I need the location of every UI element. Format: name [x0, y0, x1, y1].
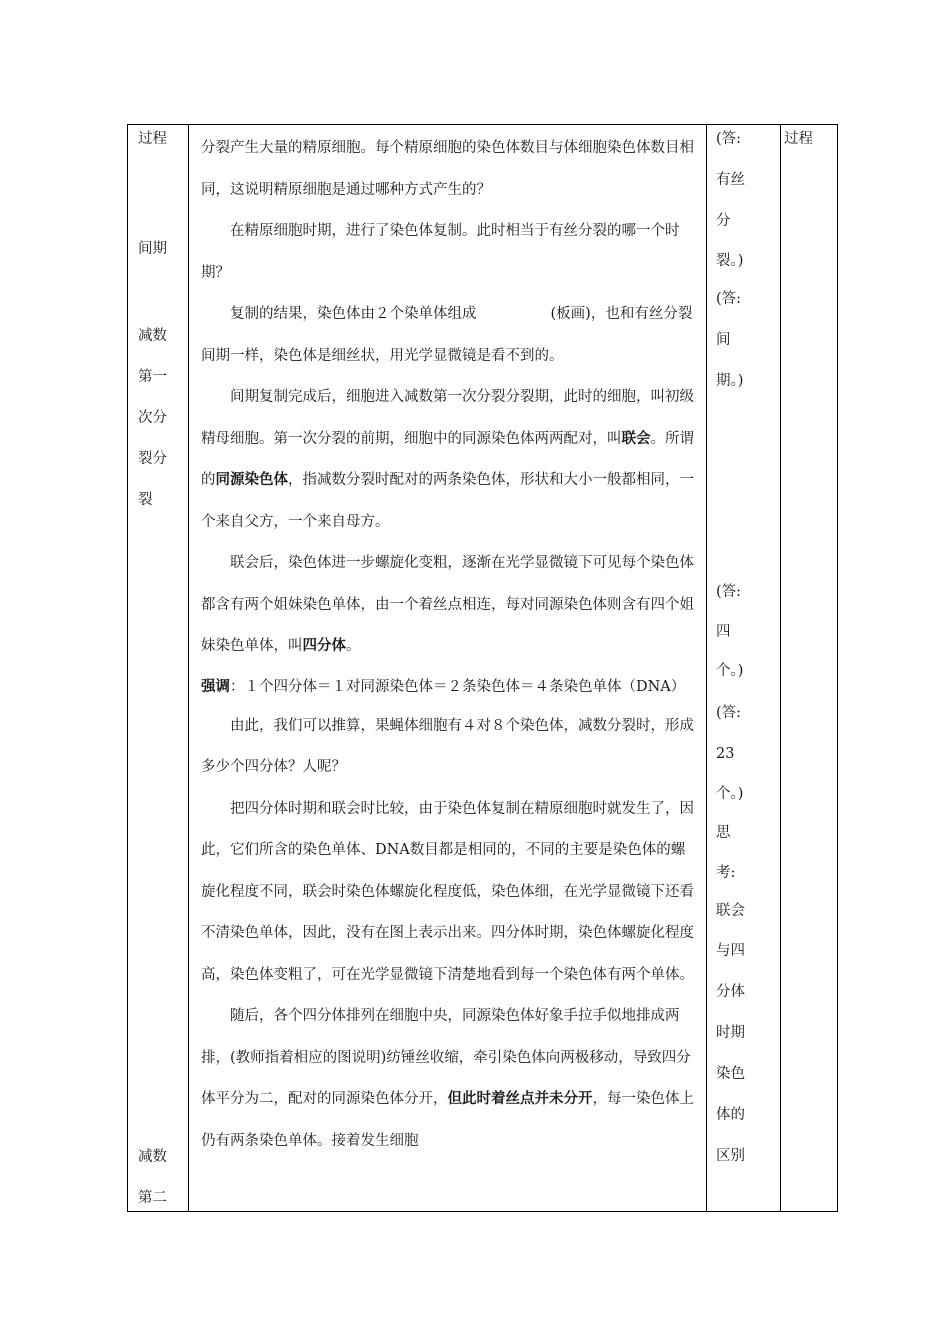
answer-line: 期。): [716, 373, 744, 389]
paragraph: 间期复制完成后，细胞进入减数第一次分裂分裂期，此时的细胞，叫初级精母细胞。第一次分裂的前期，细胞中的同源染色体两两配对，叫联会。所谓的同源染色体，指减数分裂时配对的两条染色体，形状和大小一般都相同，一个来自父方，一个来自母方。: [201, 389, 694, 530]
stage-label: 裂分: [138, 451, 167, 467]
term-synapsis: 联会: [621, 430, 651, 447]
answer-line: 裂。): [716, 253, 744, 269]
stage-label: 过程: [784, 131, 813, 147]
stage-label: 间期: [138, 241, 167, 257]
paragraph: 分裂产生大量的精原细胞。每个精原细胞的染色体数目与体细胞染色体数目相同，这说明精原细胞是通过哪种方式产生的？: [201, 140, 694, 198]
stage-label: 第一: [138, 369, 167, 385]
paragraph: 把四分体时期和联会时比较，由于染色体复制在精原细胞时就发生了，因此，它们所含的染色单体、DNA数目都是相同的，不同的主要是染色体的螺旋化程度不同，联会时染色体螺旋化程度低，染色体细，在光学显微镜下还看不清染色单体，因此，没有在图上表示出来。四分体时期，染色体螺旋化程度高，染色体变粗了，可在光学显微镜下清楚地看到每一个染色体有两个单体。: [201, 800, 694, 983]
answer-line: 分: [716, 213, 731, 229]
stage-label: 减数: [138, 1149, 167, 1165]
answer-line: (答:: [716, 584, 742, 600]
answer-line: 体的: [716, 1107, 745, 1123]
term-tetrad: 四分体: [302, 638, 346, 654]
term-homologous-chromosome: 同源染色体: [215, 472, 288, 488]
teaching-content: [189, 125, 706, 1211]
answer-line: 有丝: [716, 172, 745, 188]
emphasis-paragraph: 强调：１个四分体＝１对同源染色体＝２条染色体＝４条染色单体（DNA）: [201, 678, 686, 695]
answer-line: 染色: [716, 1066, 745, 1082]
answer-line: (答:: [716, 131, 742, 147]
paragraph: 随后，各个四分体排列在细胞中央，同源染色体好象手拉手似地排成两排，(教师指着相应的图说明)纺锤丝收缩，牵引染色体向两极移动，导致四分体平分为二，配对的同源染色体分开，但此时着丝点并未分开，每一染色体上仍有两条染色单体。接着发生细胞: [201, 1008, 694, 1149]
answer-line: 个。): [716, 663, 744, 679]
answer-line: 个。): [716, 786, 744, 802]
answer-column: [707, 125, 780, 1211]
answer-line: 思: [716, 825, 731, 841]
answer-line: (答:: [716, 291, 742, 307]
emphasis-centromere: 但此时着丝点并未分开: [447, 1091, 593, 1107]
emphasis-label: 强调: [201, 678, 230, 695]
stage-label: 裂: [138, 492, 153, 508]
answer-line: 时期: [716, 1025, 745, 1041]
answer-line: 分体: [716, 984, 745, 1000]
paragraph: 复制的结果，染色体由２个染单体组成 (板画)，也和有丝分裂间期一样，染色体是细丝状，用光学显微镜是看不到的。: [201, 306, 693, 364]
stage-label: 过程: [138, 131, 167, 147]
lesson-table: [127, 124, 838, 1212]
answer-line: 考:: [716, 865, 736, 881]
paragraph: 联会后，染色体进一步螺旋化变粗，逐渐在光学显微镜下可见每个染色体都含有两个姐妹染色单体，由一个着丝点相连，每对同源染色体则含有四个姐妹染色单体，叫四分体。: [201, 555, 694, 654]
answer-line: 23: [716, 746, 735, 762]
stage-label: 减数: [138, 328, 167, 344]
stage-column: [128, 125, 188, 1211]
right-label-column: [781, 125, 837, 1211]
paragraph: 在精原细胞时期，进行了染色体复制。此时相当于有丝分裂的哪一个时期？: [201, 223, 680, 281]
answer-line: 联会: [716, 903, 745, 919]
answer-line: (答:: [716, 705, 742, 721]
stage-label: 次分: [138, 410, 167, 426]
answer-line: 间: [716, 332, 731, 348]
stage-label: 第二: [138, 1190, 167, 1206]
answer-line: 四: [716, 624, 731, 640]
answer-line: 区别: [716, 1148, 745, 1164]
paragraph: 由此，我们可以推算，果蝇体细胞有４对８个染色体，减数分裂时，形成多少个四分体？人呢？: [201, 717, 694, 775]
answer-line: 与四: [716, 943, 745, 959]
